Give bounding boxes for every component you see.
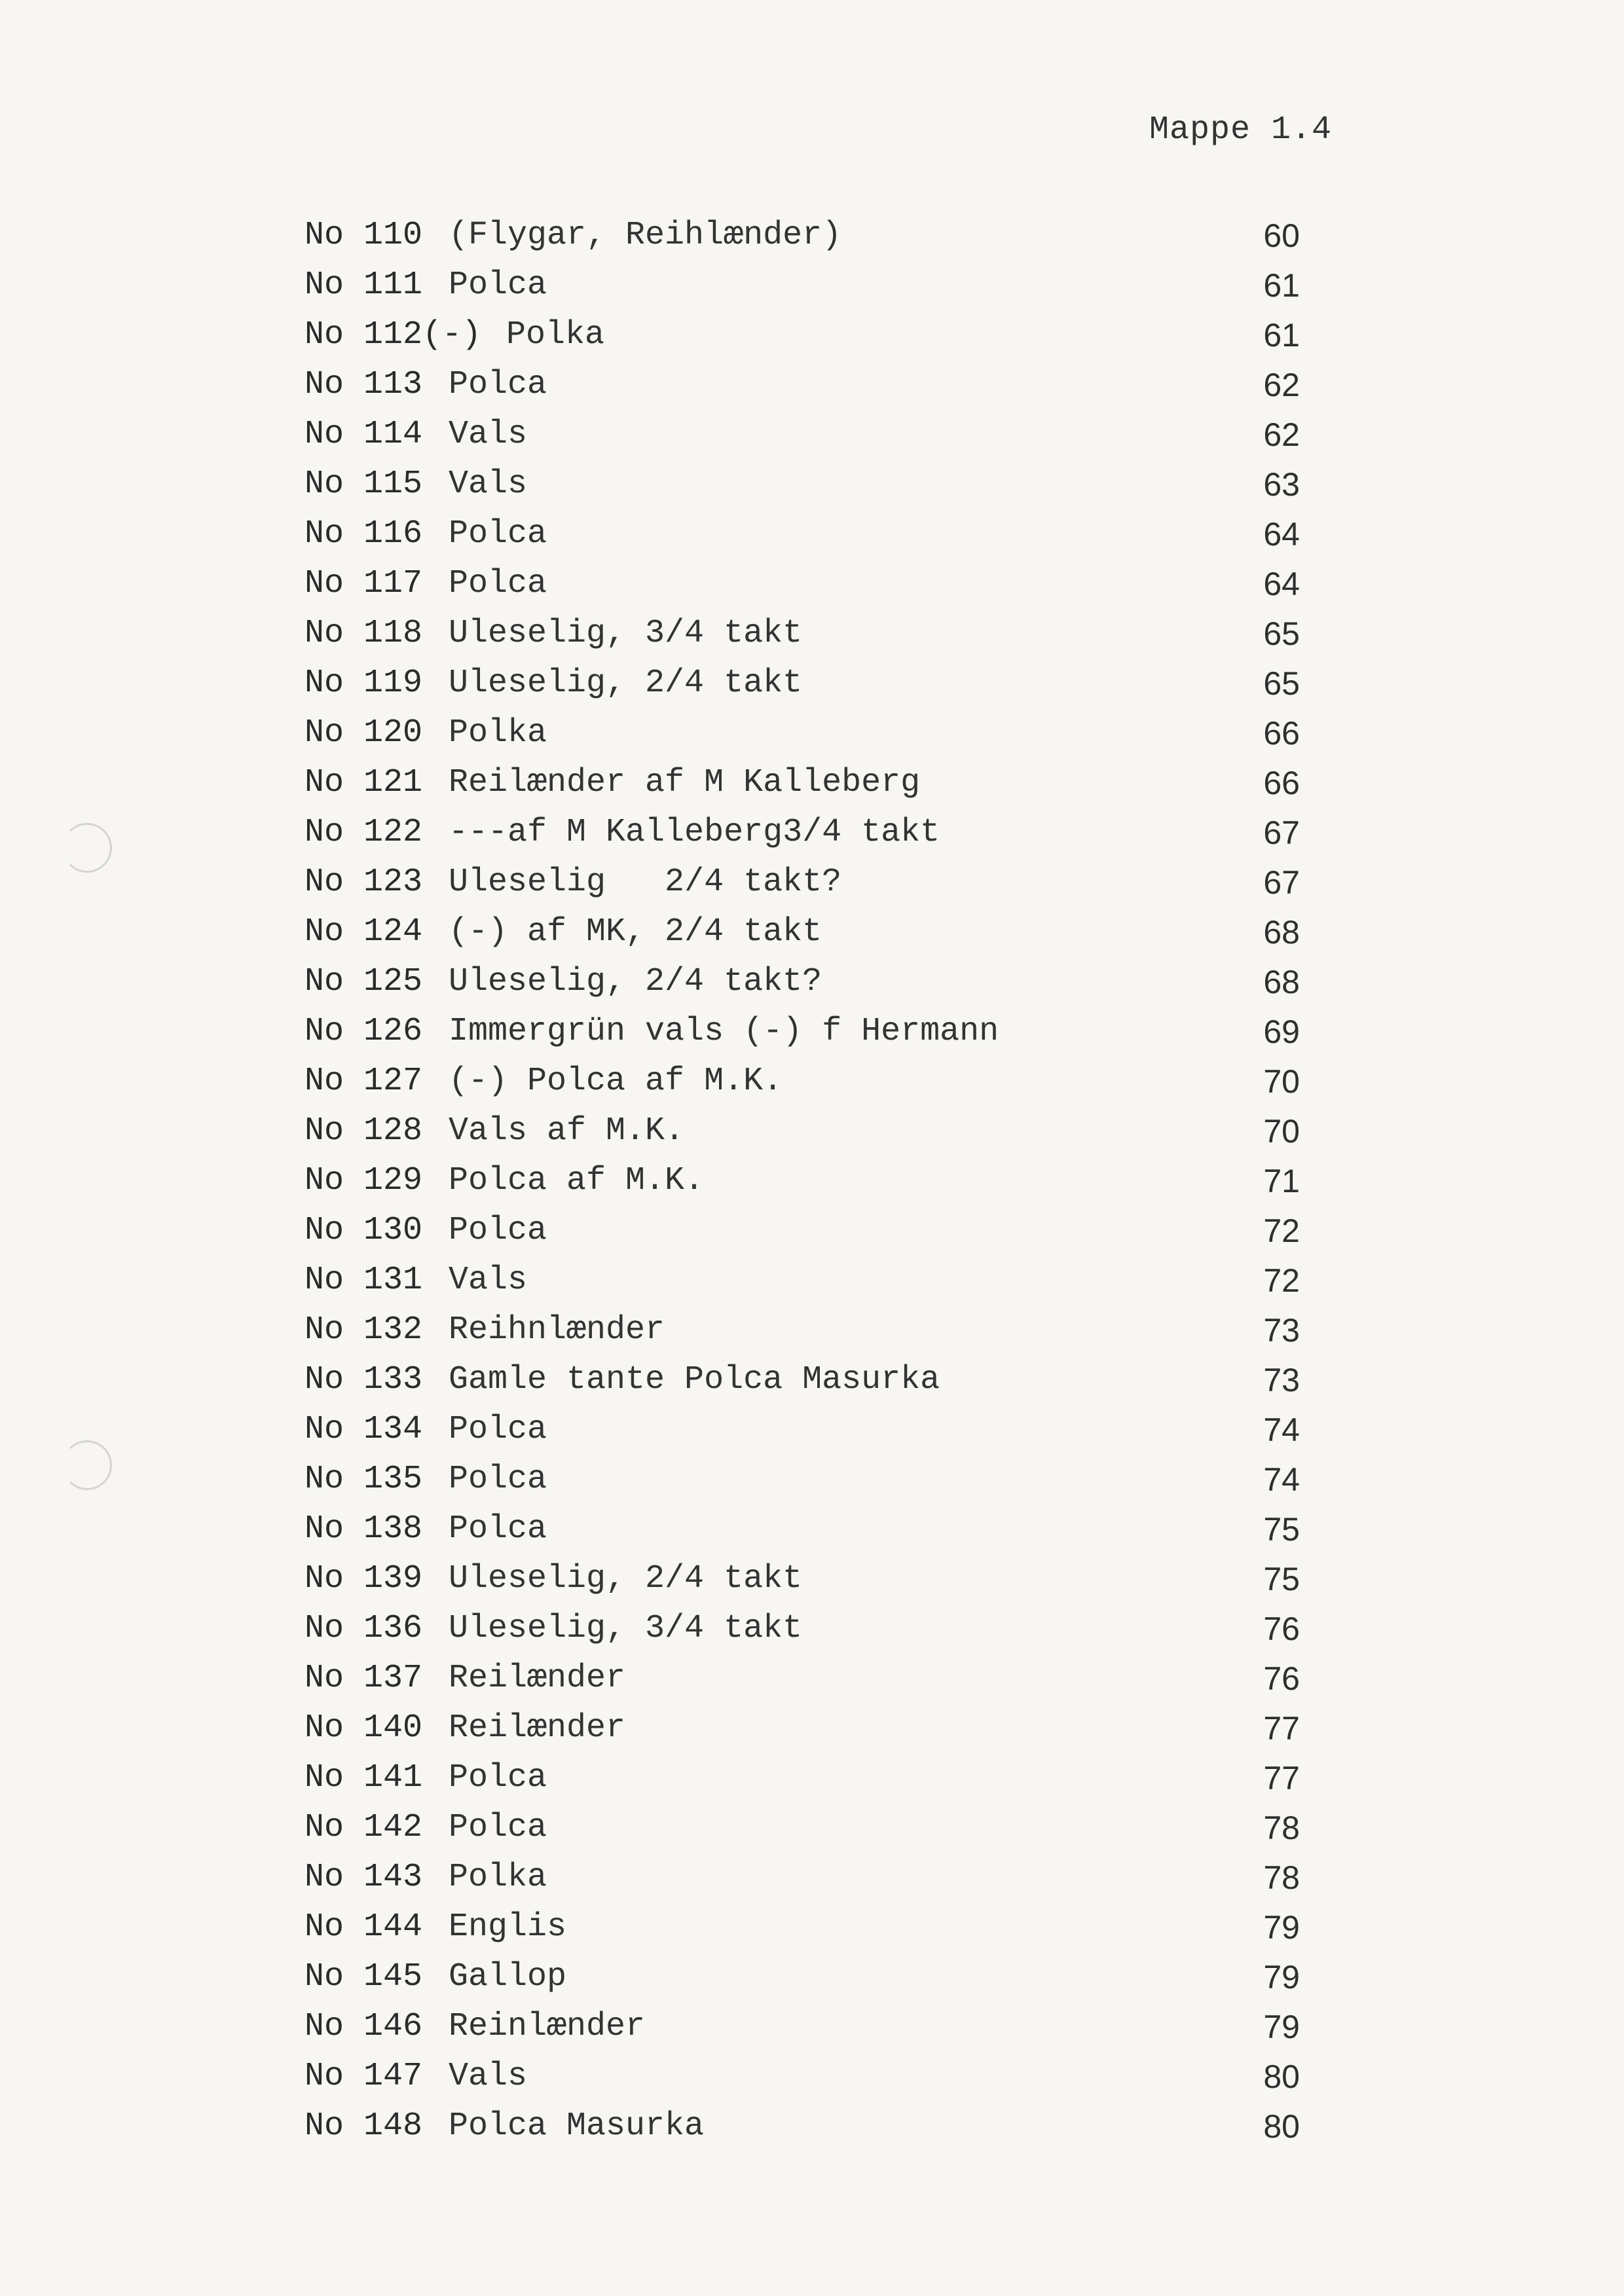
- entry-title: Polca: [449, 266, 547, 304]
- entry-page-number: 63: [1263, 466, 1300, 503]
- entry-number: No 122: [304, 814, 423, 851]
- list-item: [0, 1952, 1624, 2002]
- entry-title: Uleselig, 2/4 takt: [449, 665, 803, 702]
- entry-page-number: 80: [1263, 2058, 1300, 2095]
- entry-number: No 138: [304, 1510, 423, 1548]
- entry-title: (Flygar, Reihlænder): [449, 217, 842, 254]
- list-item: [0, 758, 1624, 808]
- entry-page-number: 60: [1263, 217, 1300, 254]
- list-item: [0, 509, 1624, 559]
- list-item: [0, 460, 1624, 509]
- list-item: [0, 1803, 1624, 1853]
- entry-number: No 128: [304, 1112, 423, 1150]
- entry-title: Reinlænder: [449, 2008, 646, 2045]
- entry-title: Polca: [449, 515, 547, 553]
- list-item: [0, 2002, 1624, 2052]
- entry-number: No 130: [304, 1212, 423, 1249]
- entry-number: No 113: [304, 366, 423, 403]
- entry-title: Uleselig, 3/4 takt: [449, 1610, 803, 1647]
- entry-title: (-) Polca af M.K.: [449, 1063, 783, 1100]
- entry-title: Polca: [449, 1809, 547, 1846]
- entry-title: Polca: [449, 1759, 547, 1796]
- list-item: [0, 2052, 1624, 2102]
- entry-page-number: 80: [1263, 2108, 1300, 2145]
- list-item: [0, 1256, 1624, 1305]
- entry-page-number: 71: [1263, 1163, 1300, 1199]
- entry-list: [0, 211, 1624, 2151]
- list-item: [0, 808, 1624, 858]
- folder-header: Mappe 1.4: [1149, 111, 1333, 149]
- list-item: [0, 1704, 1624, 1753]
- list-item: [0, 1455, 1624, 1504]
- list-item: [0, 261, 1624, 310]
- entry-title: Gamle tante Polca Masurka: [449, 1361, 940, 1398]
- entry-page-number: 77: [1263, 1760, 1300, 1796]
- entry-title: (-) af MK, 2/4 takt: [449, 913, 822, 951]
- entry-title: Gallop: [449, 1958, 567, 1995]
- entry-title: Polca Masurka: [449, 2107, 705, 2145]
- entry-title: Reilænder: [449, 1709, 626, 1747]
- entry-number: No 137: [304, 1660, 423, 1697]
- entry-number: No 142: [304, 1809, 423, 1846]
- entry-number: No 141: [304, 1759, 423, 1796]
- list-item: [0, 310, 1624, 360]
- entry-number: No 125: [304, 963, 423, 1000]
- entry-number: No 140: [304, 1709, 423, 1747]
- entry-number: No 124: [304, 913, 423, 951]
- entry-number: No 119: [304, 665, 423, 702]
- entry-page-number: 64: [1263, 516, 1300, 553]
- entry-number: No 132: [304, 1311, 423, 1349]
- entry-page-number: 66: [1263, 765, 1300, 801]
- entry-page-number: 65: [1263, 665, 1300, 702]
- list-item: [0, 957, 1624, 1007]
- entry-title: Vals: [449, 416, 528, 453]
- entry-title: Polca: [449, 1411, 547, 1448]
- entry-title: Polka: [449, 714, 547, 752]
- entry-title: Polca: [449, 1461, 547, 1498]
- entry-page-number: 70: [1263, 1063, 1300, 1100]
- entry-number: No 135: [304, 1461, 423, 1498]
- entry-page-number: 68: [1263, 914, 1300, 951]
- list-item: [0, 708, 1624, 758]
- entry-page-number: 61: [1263, 317, 1300, 354]
- list-item: [0, 1903, 1624, 1952]
- entry-title: Vals: [449, 465, 528, 503]
- entry-page-number: 74: [1263, 1412, 1300, 1448]
- list-item: [0, 2102, 1624, 2151]
- entry-number: No 120: [304, 714, 423, 752]
- entry-number: No 146: [304, 2008, 423, 2045]
- entry-number: No 117: [304, 565, 423, 602]
- list-item: [0, 1106, 1624, 1156]
- list-item: [0, 1007, 1624, 1057]
- entry-title: Polca af M.K.: [449, 1162, 705, 1199]
- entry-title: Polca: [449, 1212, 547, 1249]
- list-item: [0, 1305, 1624, 1355]
- entry-title: Uleselig 2/4 takt?: [449, 864, 842, 901]
- entry-page-number: 72: [1263, 1212, 1300, 1249]
- list-item: [0, 1206, 1624, 1256]
- entry-page-number: 69: [1263, 1013, 1300, 1050]
- list-item: [0, 559, 1624, 609]
- entry-title: Polka: [506, 316, 605, 354]
- list-item: [0, 907, 1624, 957]
- entry-number: No 114: [304, 416, 423, 453]
- entry-number: No 133: [304, 1361, 423, 1398]
- entry-title: Reilænder af M Kalleberg: [449, 764, 921, 801]
- entry-number: No 115: [304, 465, 423, 503]
- entry-page-number: 72: [1263, 1262, 1300, 1299]
- entry-number: No 129: [304, 1162, 423, 1199]
- list-item: [0, 1654, 1624, 1704]
- list-item: [0, 1853, 1624, 1903]
- entry-page-number: 76: [1263, 1660, 1300, 1697]
- entry-number: No 134: [304, 1411, 423, 1448]
- entry-title: Uleselig, 2/4 takt: [449, 1560, 803, 1597]
- entry-page-number: 78: [1263, 1810, 1300, 1846]
- entry-title: Vals: [449, 1262, 528, 1299]
- list-item: [0, 1057, 1624, 1106]
- list-item: [0, 1504, 1624, 1554]
- entry-page-number: 79: [1263, 2009, 1300, 2045]
- list-item: [0, 1156, 1624, 1206]
- entry-number: No 121: [304, 764, 423, 801]
- entry-page-number: 77: [1263, 1710, 1300, 1747]
- entry-page-number: 78: [1263, 1859, 1300, 1896]
- entry-title: Vals af M.K.: [449, 1112, 685, 1150]
- entry-title: Englis: [449, 1908, 567, 1946]
- entry-page-number: 62: [1263, 416, 1300, 453]
- list-item: [0, 410, 1624, 460]
- entry-number: No 147: [304, 2058, 423, 2095]
- list-item: [0, 1355, 1624, 1405]
- entry-title: Reilænder: [449, 1660, 626, 1697]
- entry-number: No 144: [304, 1908, 423, 1946]
- entry-number: No 123: [304, 864, 423, 901]
- entry-page-number: 79: [1263, 1959, 1300, 1995]
- entry-page-number: 74: [1263, 1461, 1300, 1498]
- entry-number: No 145: [304, 1958, 423, 1995]
- entry-number: No 127: [304, 1063, 423, 1100]
- entry-page-number: 73: [1263, 1312, 1300, 1349]
- list-item: [0, 1604, 1624, 1654]
- list-item: [0, 1753, 1624, 1803]
- entry-number: No 131: [304, 1262, 423, 1299]
- entry-title: Polka: [449, 1859, 547, 1896]
- entry-number: No 110: [304, 217, 423, 254]
- entry-title: Vals: [449, 2058, 528, 2095]
- entry-title: ---af M Kalleberg3/4 takt: [449, 814, 940, 851]
- entry-number: No 112(-): [304, 316, 482, 354]
- entry-title: Immergrün vals (-) f Hermann: [449, 1013, 999, 1050]
- entry-title: Uleselig, 2/4 takt?: [449, 963, 822, 1000]
- entry-page-number: 67: [1263, 864, 1300, 901]
- entry-page-number: 76: [1263, 1611, 1300, 1647]
- entry-number: No 118: [304, 615, 423, 652]
- entry-page-number: 66: [1263, 715, 1300, 752]
- list-item: [0, 659, 1624, 708]
- entry-number: No 143: [304, 1859, 423, 1896]
- entry-title: Polca: [449, 1510, 547, 1548]
- list-item: [0, 1554, 1624, 1604]
- list-item: [0, 360, 1624, 410]
- entry-number: No 139: [304, 1560, 423, 1597]
- entry-page-number: 70: [1263, 1113, 1300, 1150]
- entry-page-number: 68: [1263, 964, 1300, 1000]
- entry-number: No 136: [304, 1610, 423, 1647]
- list-item: [0, 609, 1624, 659]
- entry-number: No 126: [304, 1013, 423, 1050]
- entry-page-number: 73: [1263, 1362, 1300, 1398]
- list-item: [0, 858, 1624, 907]
- entry-title: Polca: [449, 565, 547, 602]
- entry-number: No 116: [304, 515, 423, 553]
- entry-page-number: 64: [1263, 566, 1300, 602]
- entry-page-number: 61: [1263, 267, 1300, 304]
- entry-page-number: 67: [1263, 814, 1300, 851]
- entry-page-number: 65: [1263, 615, 1300, 652]
- entry-number: No 111: [304, 266, 423, 304]
- entry-title: Uleselig, 3/4 takt: [449, 615, 803, 652]
- entry-page-number: 75: [1263, 1561, 1300, 1597]
- entry-page-number: 75: [1263, 1511, 1300, 1548]
- entry-page-number: 62: [1263, 367, 1300, 403]
- entry-title: Polca: [449, 366, 547, 403]
- entry-number: No 148: [304, 2107, 423, 2145]
- entry-title: Reihnlænder: [449, 1311, 665, 1349]
- list-item: [0, 1405, 1624, 1455]
- list-item: [0, 211, 1624, 261]
- entry-page-number: 79: [1263, 1909, 1300, 1946]
